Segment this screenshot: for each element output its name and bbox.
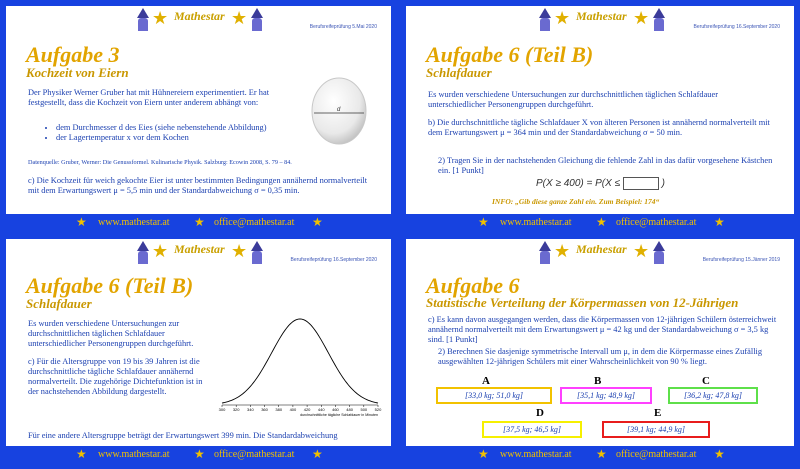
- density-curve: [222, 319, 378, 403]
- egg-image: [304, 68, 374, 148]
- footer-email[interactable]: office@mathestar.at: [616, 449, 697, 460]
- option-b[interactable]: [35,1 kg; 48,9 kg]: [560, 387, 652, 404]
- wizard-icon: [136, 241, 150, 265]
- answer-box[interactable]: [623, 177, 659, 190]
- x-axis-label: durchschnittliche tägliche Schlafdauer in Minuten: [300, 413, 378, 417]
- x-tick-label: 420: [303, 407, 311, 412]
- wizard-icon: [652, 241, 666, 265]
- footer-url[interactable]: www.mathestar.at: [98, 217, 170, 228]
- slide-aufgabe-3: [6, 6, 391, 231]
- slide-aufgabe-6-koerpermassen: [406, 239, 794, 463]
- footer-email[interactable]: office@mathestar.at: [214, 217, 295, 228]
- formula-text: P(X ≥ 400) = P(X ≤: [536, 178, 621, 190]
- star-icon: ★: [714, 215, 725, 229]
- slide-header: [406, 6, 794, 36]
- exam-date: Berufsreifeprüfung 16.September 2020: [290, 257, 377, 263]
- star-icon: ★: [633, 8, 650, 28]
- wizard-icon: [652, 8, 666, 32]
- intro-text: Es wurden verschiedene Untersuchungen zur durchschnittlichen täglichen Schlafdauer unterschiedlicher Personengruppen durchgeführt.: [28, 319, 194, 348]
- star-icon: ★: [194, 447, 205, 461]
- slide-subtitle: Schlafdauer: [26, 296, 92, 311]
- footer-url[interactable]: www.mathestar.at: [500, 217, 572, 228]
- footer: [406, 214, 794, 231]
- option-a[interactable]: [33,0 kg; 51,0 kg]: [436, 387, 552, 404]
- slide-subtitle: Schlafdauer: [426, 65, 492, 80]
- task-c-text: c) Für die Altersgruppe von 19 bis 39 Jahren ist die durchschnittliche tägliche Schlafdauer annähernd normalverteilt. Die zugehörige Dichtefunktion ist in der nachstehenden Abbildung dargestellt.: [28, 357, 203, 396]
- x-tick-label: 360: [261, 407, 268, 412]
- logo: Mathestar: [576, 9, 627, 23]
- star-icon: ★: [76, 447, 87, 461]
- bullet-item: • der Lagertemperatur x vor dem Kochen: [56, 133, 312, 143]
- star-icon: ★: [714, 447, 725, 461]
- task-2-text: 2) Tragen Sie in der nachstehenden Gleichung die fehlende Zahl in das dafür vorgesehene Kästchen ein. [1 Punkt]: [438, 156, 773, 175]
- slide-header: [6, 239, 391, 269]
- exam-date: Berufsreifeprüfung 16.September 2020: [693, 24, 780, 30]
- star-icon: ★: [76, 215, 87, 229]
- star-icon: ★: [231, 8, 248, 28]
- footer-url[interactable]: www.mathestar.at: [500, 449, 572, 460]
- slide-subtitle: Statistische Verteilung der Körpermassen von 12-Jährigen: [426, 295, 739, 310]
- source-text: Datenquelle: Gruber, Werner: Die Genussformel. Kulinarische Physik. Salzburg: Ecowin 2008, S. 79 – 84.: [28, 159, 292, 166]
- egg-label: d: [337, 107, 341, 113]
- exam-date: Berufsreifeprüfung 5.Mai 2020: [309, 24, 377, 30]
- logo: Mathestar: [174, 9, 225, 23]
- footer: [6, 214, 391, 231]
- x-tick-label: 440: [317, 407, 325, 412]
- option-label-a: A: [482, 375, 490, 387]
- star-icon: ★: [596, 215, 607, 229]
- slide-title: Aufgabe 3: [26, 42, 120, 67]
- density-chart: [214, 313, 384, 417]
- x-tick-label: 340: [247, 407, 254, 412]
- star-icon: ★: [312, 215, 323, 229]
- wizard-icon: [136, 8, 150, 32]
- option-e[interactable]: [39,1 kg; 44,9 kg]: [602, 421, 710, 438]
- x-tick-label: 380: [275, 407, 283, 412]
- task-2-text: 2) Berechnen Sie dasjenige symmetrische Intervall um μ, in dem die Körpermasse eines Zufällig ausgewählten 12-jährigen Schülers mit einer Wahrscheinlichkeit von 90 % liegt.: [438, 347, 763, 366]
- formula-end: ): [661, 178, 665, 190]
- slide-header: [406, 239, 794, 269]
- slide-aufgabe-6-teil-b-chart: [6, 239, 391, 463]
- x-tick-label: 400: [289, 407, 297, 412]
- footer: [406, 446, 794, 463]
- task-text: c) Die Kochzeit für weich gekochte Eier ist unter bestimmten Bedingungen annähernd normalverteilt mit dem Erwartungswert μ = 5,5 min und der Standardabweichung σ = 0,35 min.: [28, 176, 368, 195]
- star-icon: ★: [596, 447, 607, 461]
- task-b-text: b) Die durchschnittliche tägliche Schlafdauer X von älteren Personen ist annähernd normalverteilt mit dem Erwartungswert μ = 364 min und der Standardabweichung σ = 50 min.: [428, 118, 770, 137]
- option-c[interactable]: [36,2 kg; 47,8 kg]: [668, 387, 758, 404]
- option-label-d: D: [536, 407, 544, 419]
- bottom-text: Für eine andere Altersgruppe beträgt der Erwartungswert 399 min. Die Standardabweichung: [28, 431, 338, 440]
- option-label-e: E: [654, 407, 662, 419]
- star-icon: ★: [554, 241, 571, 261]
- slide-subtitle: Kochzeit von Eiern: [26, 65, 129, 80]
- task-c-text: c) Es kann davon ausgegangen werden, dass die Körpermassen von 12-jährigen Schülern österreichweit annähernd normalverteilt mit dem Erwartungswert μ = 42 kg und der Standardabweichung σ = 3,5 kg sind. [1 Punkt]: [428, 315, 777, 344]
- exam-date: Berufsreifeprüfung 15.Jänner 2019: [702, 257, 780, 263]
- wizard-icon: [538, 241, 552, 265]
- option-label-b: B: [594, 375, 602, 387]
- star-icon: ★: [194, 215, 205, 229]
- star-icon: ★: [554, 8, 571, 28]
- x-tick-label: 300: [218, 407, 226, 412]
- slide-header: [6, 6, 391, 36]
- star-icon: ★: [152, 8, 169, 28]
- x-tick-label: 520: [374, 407, 382, 412]
- intro-text: Es wurden verschiedene Untersuchungen zur durchschnittlichen täglichen Schlafdauer unterschiedlicher Personengruppen durchgeführt.: [428, 90, 718, 109]
- option-d[interactable]: [37,5 kg; 46,5 kg]: [482, 421, 582, 438]
- wizard-icon: [538, 8, 552, 32]
- x-tick-label: 320: [232, 407, 240, 412]
- slide-aufgabe-6-teil-b: [406, 6, 794, 231]
- footer-email[interactable]: office@mathestar.at: [214, 449, 295, 460]
- star-icon: ★: [152, 241, 169, 261]
- star-icon: ★: [633, 241, 650, 261]
- bullet-list: [42, 123, 312, 143]
- x-tick-label: 500: [360, 407, 368, 412]
- x-ticks: [219, 405, 382, 412]
- bullet-item: • dem Durchmesser d des Eies (siehe nebenstehende Abbildung): [56, 123, 312, 133]
- star-icon: ★: [312, 447, 323, 461]
- x-tick-label: 480: [346, 407, 353, 412]
- info-text: INFO: „Gib diese ganze Zahl ein. Zum Beispiel: 174“: [492, 197, 660, 206]
- slide-title: Aufgabe 6: [426, 273, 520, 298]
- star-icon: ★: [478, 447, 489, 461]
- star-icon: ★: [478, 215, 489, 229]
- wizard-icon: [250, 241, 264, 265]
- logo: Mathestar: [576, 242, 627, 256]
- formula: [536, 177, 665, 190]
- footer-email[interactable]: office@mathestar.at: [616, 217, 697, 228]
- logo: Mathestar: [174, 242, 225, 256]
- wizard-icon: [250, 8, 264, 32]
- intro-text: Der Physiker Werner Gruber hat mit Hühnereiern experimentiert. Er hat festgestellt, dass die Kochzeit von Eiern unter anderem abhängt von:: [28, 88, 270, 107]
- slide-title: Aufgabe 6 (Teil B): [26, 273, 194, 298]
- footer-url[interactable]: www.mathestar.at: [98, 449, 170, 460]
- star-icon: ★: [231, 241, 248, 261]
- x-tick-label: 460: [332, 407, 339, 412]
- footer: [6, 446, 391, 463]
- option-label-c: C: [702, 375, 710, 387]
- slide-title: Aufgabe 6 (Teil B): [426, 42, 594, 67]
